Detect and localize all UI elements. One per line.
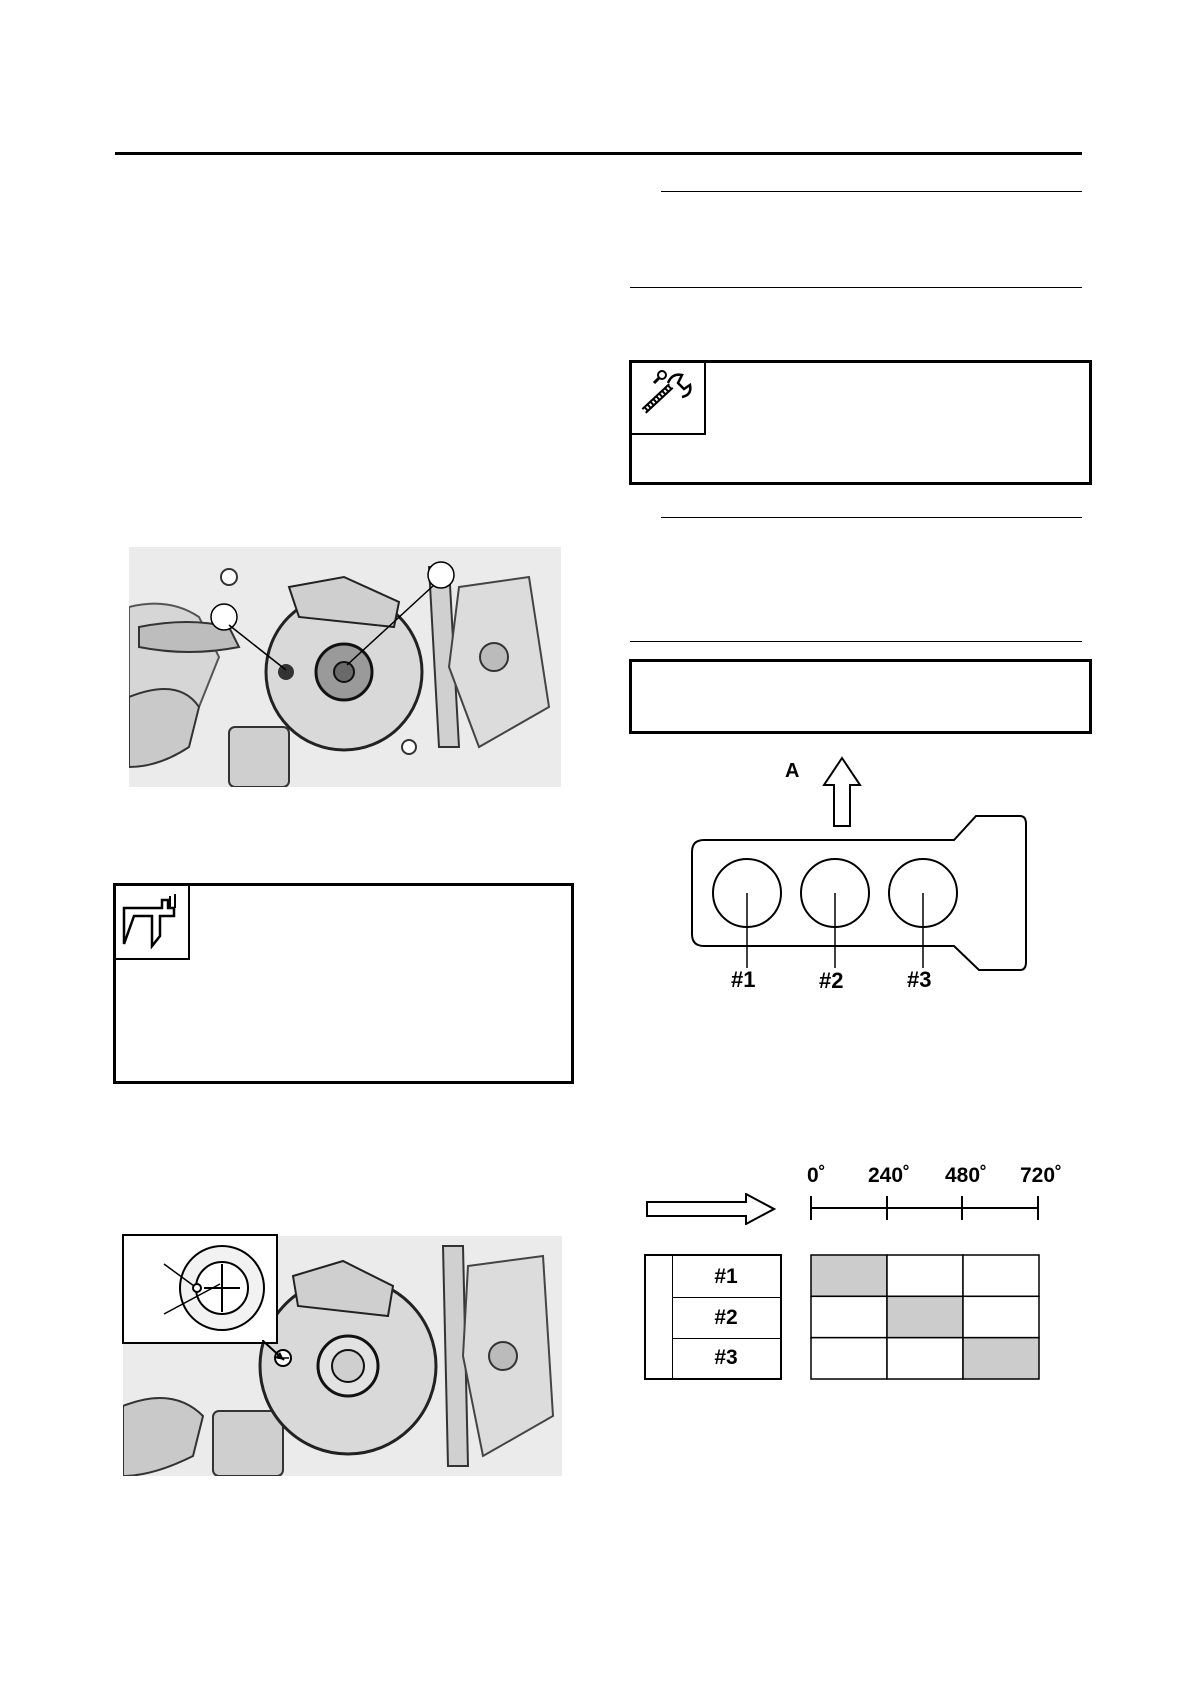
row-label-1: #1 bbox=[714, 1265, 738, 1288]
cylinder-label-3: #3 bbox=[907, 967, 932, 992]
firing-grid bbox=[810, 1254, 1040, 1380]
note-rule-top-2 bbox=[661, 517, 1082, 518]
firing-cell bbox=[887, 1255, 963, 1296]
angle-label-480: 480˚ bbox=[945, 1164, 988, 1187]
angle-scale bbox=[810, 1196, 1040, 1220]
arrow-label: A bbox=[785, 760, 800, 782]
note-rule-bottom-1 bbox=[630, 287, 1082, 288]
inset-pointer bbox=[262, 1340, 292, 1370]
cylinder-row-table bbox=[644, 1254, 782, 1380]
firing-cell bbox=[963, 1296, 1039, 1337]
angle-label-240: 240˚ bbox=[868, 1164, 911, 1187]
wrench-icon bbox=[632, 363, 702, 431]
engine-photo-top bbox=[129, 547, 561, 787]
note-rule-bottom-2 bbox=[630, 641, 1082, 642]
caliper-icon-frame bbox=[116, 886, 190, 960]
note-rule-top-1 bbox=[661, 191, 1082, 192]
spec-box bbox=[113, 883, 574, 1084]
firing-cell-filled bbox=[963, 1338, 1039, 1379]
header-rule bbox=[115, 152, 1082, 155]
row-label-2: #2 bbox=[714, 1306, 738, 1329]
firing-cell bbox=[963, 1255, 1039, 1296]
timing-mark-inset bbox=[122, 1234, 278, 1344]
firing-cell-filled bbox=[887, 1296, 963, 1337]
tool-spec-box bbox=[629, 360, 1092, 485]
angle-label-0: 0˚ bbox=[807, 1164, 826, 1187]
firing-cell bbox=[887, 1338, 963, 1379]
direction-arrow-icon bbox=[824, 758, 860, 826]
firing-cell-filled bbox=[811, 1255, 887, 1296]
rotation-arrow-icon bbox=[646, 1193, 776, 1225]
info-box bbox=[629, 659, 1092, 734]
angle-label-720: 720˚ bbox=[1020, 1164, 1063, 1187]
caliper-icon bbox=[116, 886, 186, 956]
firing-cell bbox=[811, 1338, 887, 1379]
cylinder-label-1: #1 bbox=[731, 967, 756, 992]
cylinder-label-2: #2 bbox=[819, 968, 844, 993]
firing-cell bbox=[811, 1296, 887, 1337]
cylinder-layout-diagram bbox=[684, 750, 1034, 1000]
wrench-icon-frame bbox=[632, 363, 706, 435]
row-label-3: #3 bbox=[714, 1346, 738, 1369]
